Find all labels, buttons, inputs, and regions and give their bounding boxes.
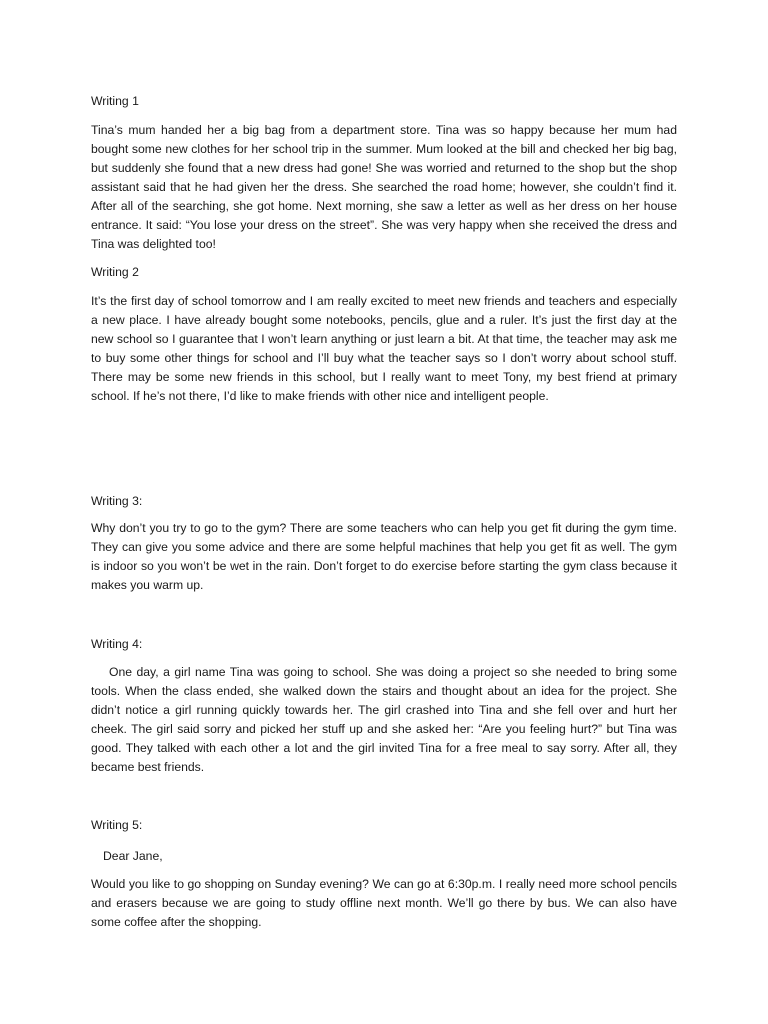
writing-4-body: One day, a girl name Tina was going to school. She was doing a project so she needed to bring some tools. When the class ended, she walked down the stairs and thought about an idea for the project. She didn’t notice a girl running quickly towards her. The girl crashed into Tina and she fell over and hurt her cheek. The girl said sorry and picked her stuff up and she asked her: “Are you feeling hurt?” but Tina was good. They talked with each other a lot and the girl invited Tina for a free meal to say sorry. After all, they became best friends.	[91, 665, 677, 774]
writing-4-heading: Writing 4:	[91, 637, 143, 651]
writing-1-body: Tina’s mum handed her a big bag from a department store. Tina was so happy because her mum had bought some new clothes for her school trip in the summer. Mum looked at the bill and checked her big bag, but suddenly she found that a new dress had gone! She was worried and returned to the shop but the shop assistant said that he had given her the dress. She searched the road home; however, she couldn’t find it. After all of the searching, she got home. Next morning, she saw a letter as well as her dress on her house entrance. It said: “You lose your dress on the street”. She was very happy when she received the dress and Tina was delighted too!	[91, 123, 677, 251]
writing-5-heading: Writing 5:	[91, 818, 143, 832]
writing-5-body: Would you like to go shopping on Sunday evening? We can go at 6:30p.m. I really need more school pencils and erasers because we are going to study offline next month. We’ll go there by bus. We can also have some coffee after the shopping.	[91, 877, 677, 929]
writing-1-heading: Writing 1	[91, 94, 139, 108]
writing-3-body: Why don’t you try to go to the gym? There are some teachers who can help you get fit during the gym time. They can give you some advice and there are some helpful machines that help you get fit as well. The gym is indoor so you won’t be wet in the rain. Don’t forget to do exercise before starting the gym class because it makes you warm up.	[91, 521, 677, 592]
writing-2-heading: Writing 2	[91, 265, 139, 279]
writing-5-salutation: Dear Jane,	[103, 849, 163, 863]
writing-3-heading: Writing 3:	[91, 494, 143, 508]
writing-2-body: It’s the first day of school tomorrow and I am really excited to meet new friends and teachers and especially a new place. I have already bought some notebooks, pencils, glue and a ruler. It’s just the first day at the new school so I guarantee that I won’t learn anything or just learn a bit. At that time, the teacher may ask me to buy some other things for school and I’ll buy what the teacher says so I don’t worry about school stuff. There may be some new friends in this school, but I really want to meet Tony, my best friend at primary school. If he’s not there, I’d like to make friends with other nice and intelligent people.	[91, 294, 677, 403]
